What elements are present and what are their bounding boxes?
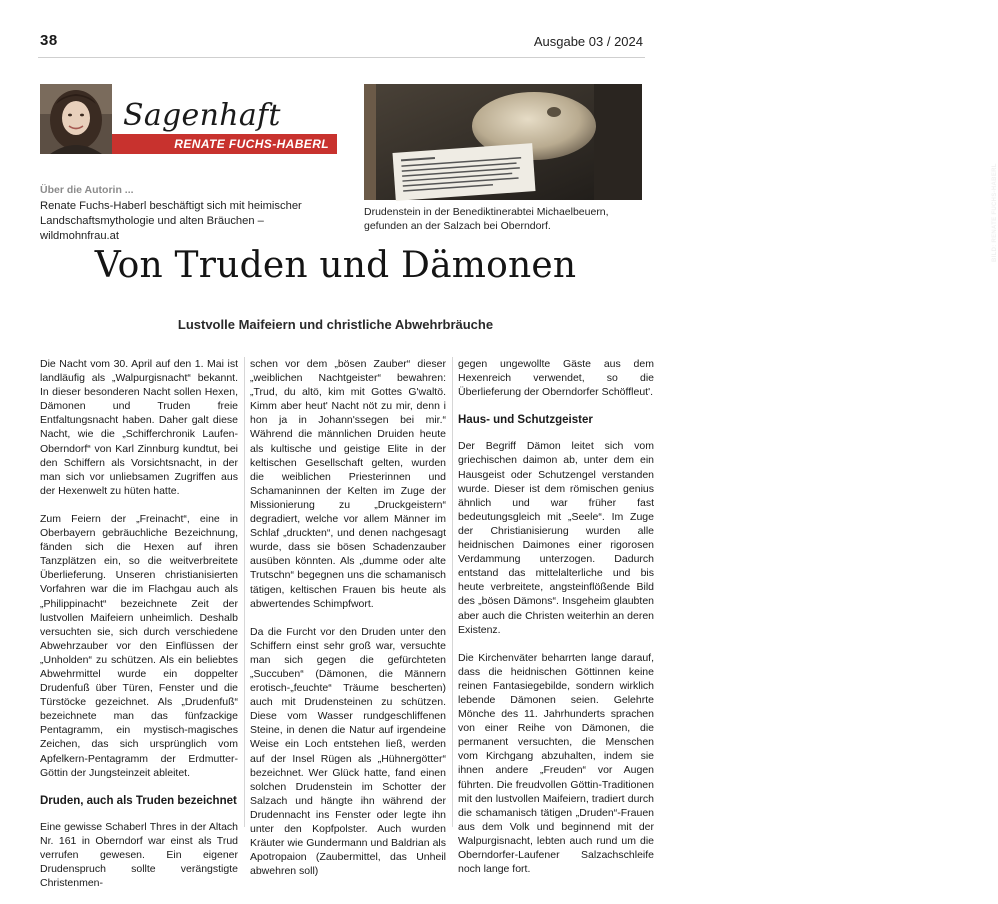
paragraph: Eine gewisse Schaberl Thres in der Altach Nr. 161 in Oberndorf war einst als Trud verrufen gewesen. Ein eigener Drudenspruch sollte verängstigte Christenmen- [40, 820, 238, 890]
photo-credit: BILD: RENATE FUCHS-HABERL [992, 163, 998, 262]
author-portrait-image [40, 84, 112, 154]
section-heading: Druden, auch als Truden bezeichnet [40, 794, 237, 807]
section-heading: Haus- und Schutzgeister [458, 414, 593, 427]
about-author-text: Renate Fuchs-Haberl beschäftigt sich mit heimischer Landschaftsmythologie und alten Bräuchen – wildmohnfrau.at [40, 200, 302, 242]
column-divider [452, 357, 453, 827]
author-name: RENATE FUCHS-HABERL [174, 137, 329, 151]
column-title: Sagenhaft [123, 98, 281, 133]
paragraph: Die Kirchenväter beharrten lange darauf, dass die heidnischen Göttinnen keine reinen Fantasiegebilde, sondern wirklich lebende Dämonen seien. Gelehrte Mönche des 11. Jahrhunderts sprachen von einer Reihe von Dämonen, die permanent versuchten, die Menschen vom Kirchgang abzuhalten, indem sie ihnen andere „Freuden“ vor Augen führten. Die freudvollen Göttin-Traditionen mit den lustvollen Maifeiern, tradiert durch die schamanisch tätigen „Druden“-Frauen aus dem Volk und beginnend mit der Walpurgisnacht, lebten auch rund um die Oberndorfer-Laufener Salzachschleife noch lange fort. [458, 651, 654, 876]
header-divider [38, 57, 645, 58]
photo-caption: Drudenstein in der Benediktinerabtei Michaelbeuern, gefunden an der Salzach bei Oberndorf. [364, 206, 609, 232]
page-number: 38 [40, 32, 58, 49]
article-column-3 [458, 357, 654, 890]
column-divider [244, 357, 245, 827]
article-subheadline: Lustvolle Maifeiern und christliche Abwehrbräuche [177, 317, 494, 332]
about-author-heading: Über die Autorin ... [40, 184, 134, 196]
article-column-2 [250, 357, 446, 892]
author-band [112, 134, 337, 154]
paragraph: Da die Furcht vor den Druden unter den Schiffern einst sehr groß war, versuchte man sich gegen die gefürchteten „Succuben“ (Dämonen, die Männern erotisch-„feuchte“ Träume bescherten) auch mit Drudensteinen zu schützen. Diese vom Wasser rundgeschliffenen Steine, in denen die Natur auf irgendeine Weise ein Loch entstehen ließ, werden auf der Insel Rügen als „Hühnergötter“ bezeichnet. Wer Glück hatte, fand einen solchen Drudenstein im Schotter der Salzach und hängte ihn während der Drudennacht ins Fenster oder legte ihn unter den Kopfpolster. Auch wurden Kräuter wie Gundermann und Baldrian als Apotropaion (Zaubermittel, das Unheil abwehren soll) [250, 625, 446, 878]
article-headline: Von Truden und Dämonen [94, 245, 577, 286]
paragraph: schen vor dem „bösen Zauber“ dieser „weiblichen Nachtgeister“ bewahren: „Trud, du altö, kim mit Gottes G'waltö. Kimm aber heut' Nacht nöt zu mir, denn i hon ja in Johann'ssegen bei mir.“ Während die männlichen Druiden heute als kultische und geistige Elite in der keltischen Gesellschaft gelten, wurden die weiblichen Priesterinnen und Schamaninnen der Kelten im Zuge der Missionierung zu „Druckgeistern“ degradiert, welche vor allem Männer im Schlaf „druckten“, und denen nachgesagt wurde, dass sie bösen Schadenzauber ausüben könnten. Als „dumme oder alte Trutschn“ begegnen uns die schamanisch tätigen, keltischen Frauen bis heute als abwertendes Schimpfwort. [250, 358, 446, 610]
article-column-1 [40, 357, 238, 904]
paragraph: Zum Feiern der „Freinacht“, eine in Oberbayern gebräuchliche Bezeichnung, fänden sich die Hexen auf ihren Tanzplätzen ein, so die weitverbreitete Überlieferung. Unseren christianisierten Vorfahren war die im Flachgau auch als „Philippinacht“ bezeichnete Zeit der lustvollen Maifeiern unheimlich. Deshalb versuchten sie, sich durch verschiedene Abwehrzauber vor den Einflüssen der „Unholden“ zu schützen. Als ein beliebtes Abwehrmittel wurde ein doppelter Drudenfuß über Türen, Fenster und die Türstöcke gezeichnet. Als „Drudenfuß“ bezeichnete man das fünfzackige Pentagramm, ein mystisch-magisches Zeichen, das sich ursprünglich vom Apfelkern-Pentagramm der Erdmutter-Göttin der Jungsteinzeit ableitet. [40, 512, 238, 779]
paragraph: Der Begriff Dämon leitet sich vom griechischen daimon ab, unter dem ein Hausgeist oder Schutzengel verstanden wurde. Dieser ist dem römischen genius ähnlich und war früher fast bedeutungsgleich mit „Seele“. Im Zuge der Christianisierung wurden alle heidnischen Daimones einer rigorosen Verdammung unterzogen. Dadurch entstand das mittelalterliche und bis heute verbreitete, angsteinflößende Bild des „bösen Dämons“. Insgeheim glaubten aber auch die Christen weiterhin an deren Existenz. [458, 440, 654, 636]
paragraph: gegen ungewollte Gäste aus dem Hexenreich verwendet, so die Überlieferung der Oberndorfer Schöffleut'. [458, 358, 654, 399]
paragraph: Die Nacht vom 30. April auf den 1. Mai ist landläufig als „Walpurgisnacht“ bekannt. In dieser besonderen Nacht sollen Hexen, Dämonen und Truden freie Entfaltungsnacht haben. Daher galt diese Nacht, wie die „Schifferchronik Laufen-Oberndorf“ von Karl Zinnburg kundtut, bei den Schiffern als Vorsichtsnacht, in der man sich vor unliebsamen Zugriffen aus der Hexenwelt zu hüten hatte. [40, 358, 238, 497]
drudenstein-image [364, 84, 642, 200]
issue-label: Ausgabe 03 / 2024 [533, 34, 643, 49]
author-photo [40, 84, 112, 154]
